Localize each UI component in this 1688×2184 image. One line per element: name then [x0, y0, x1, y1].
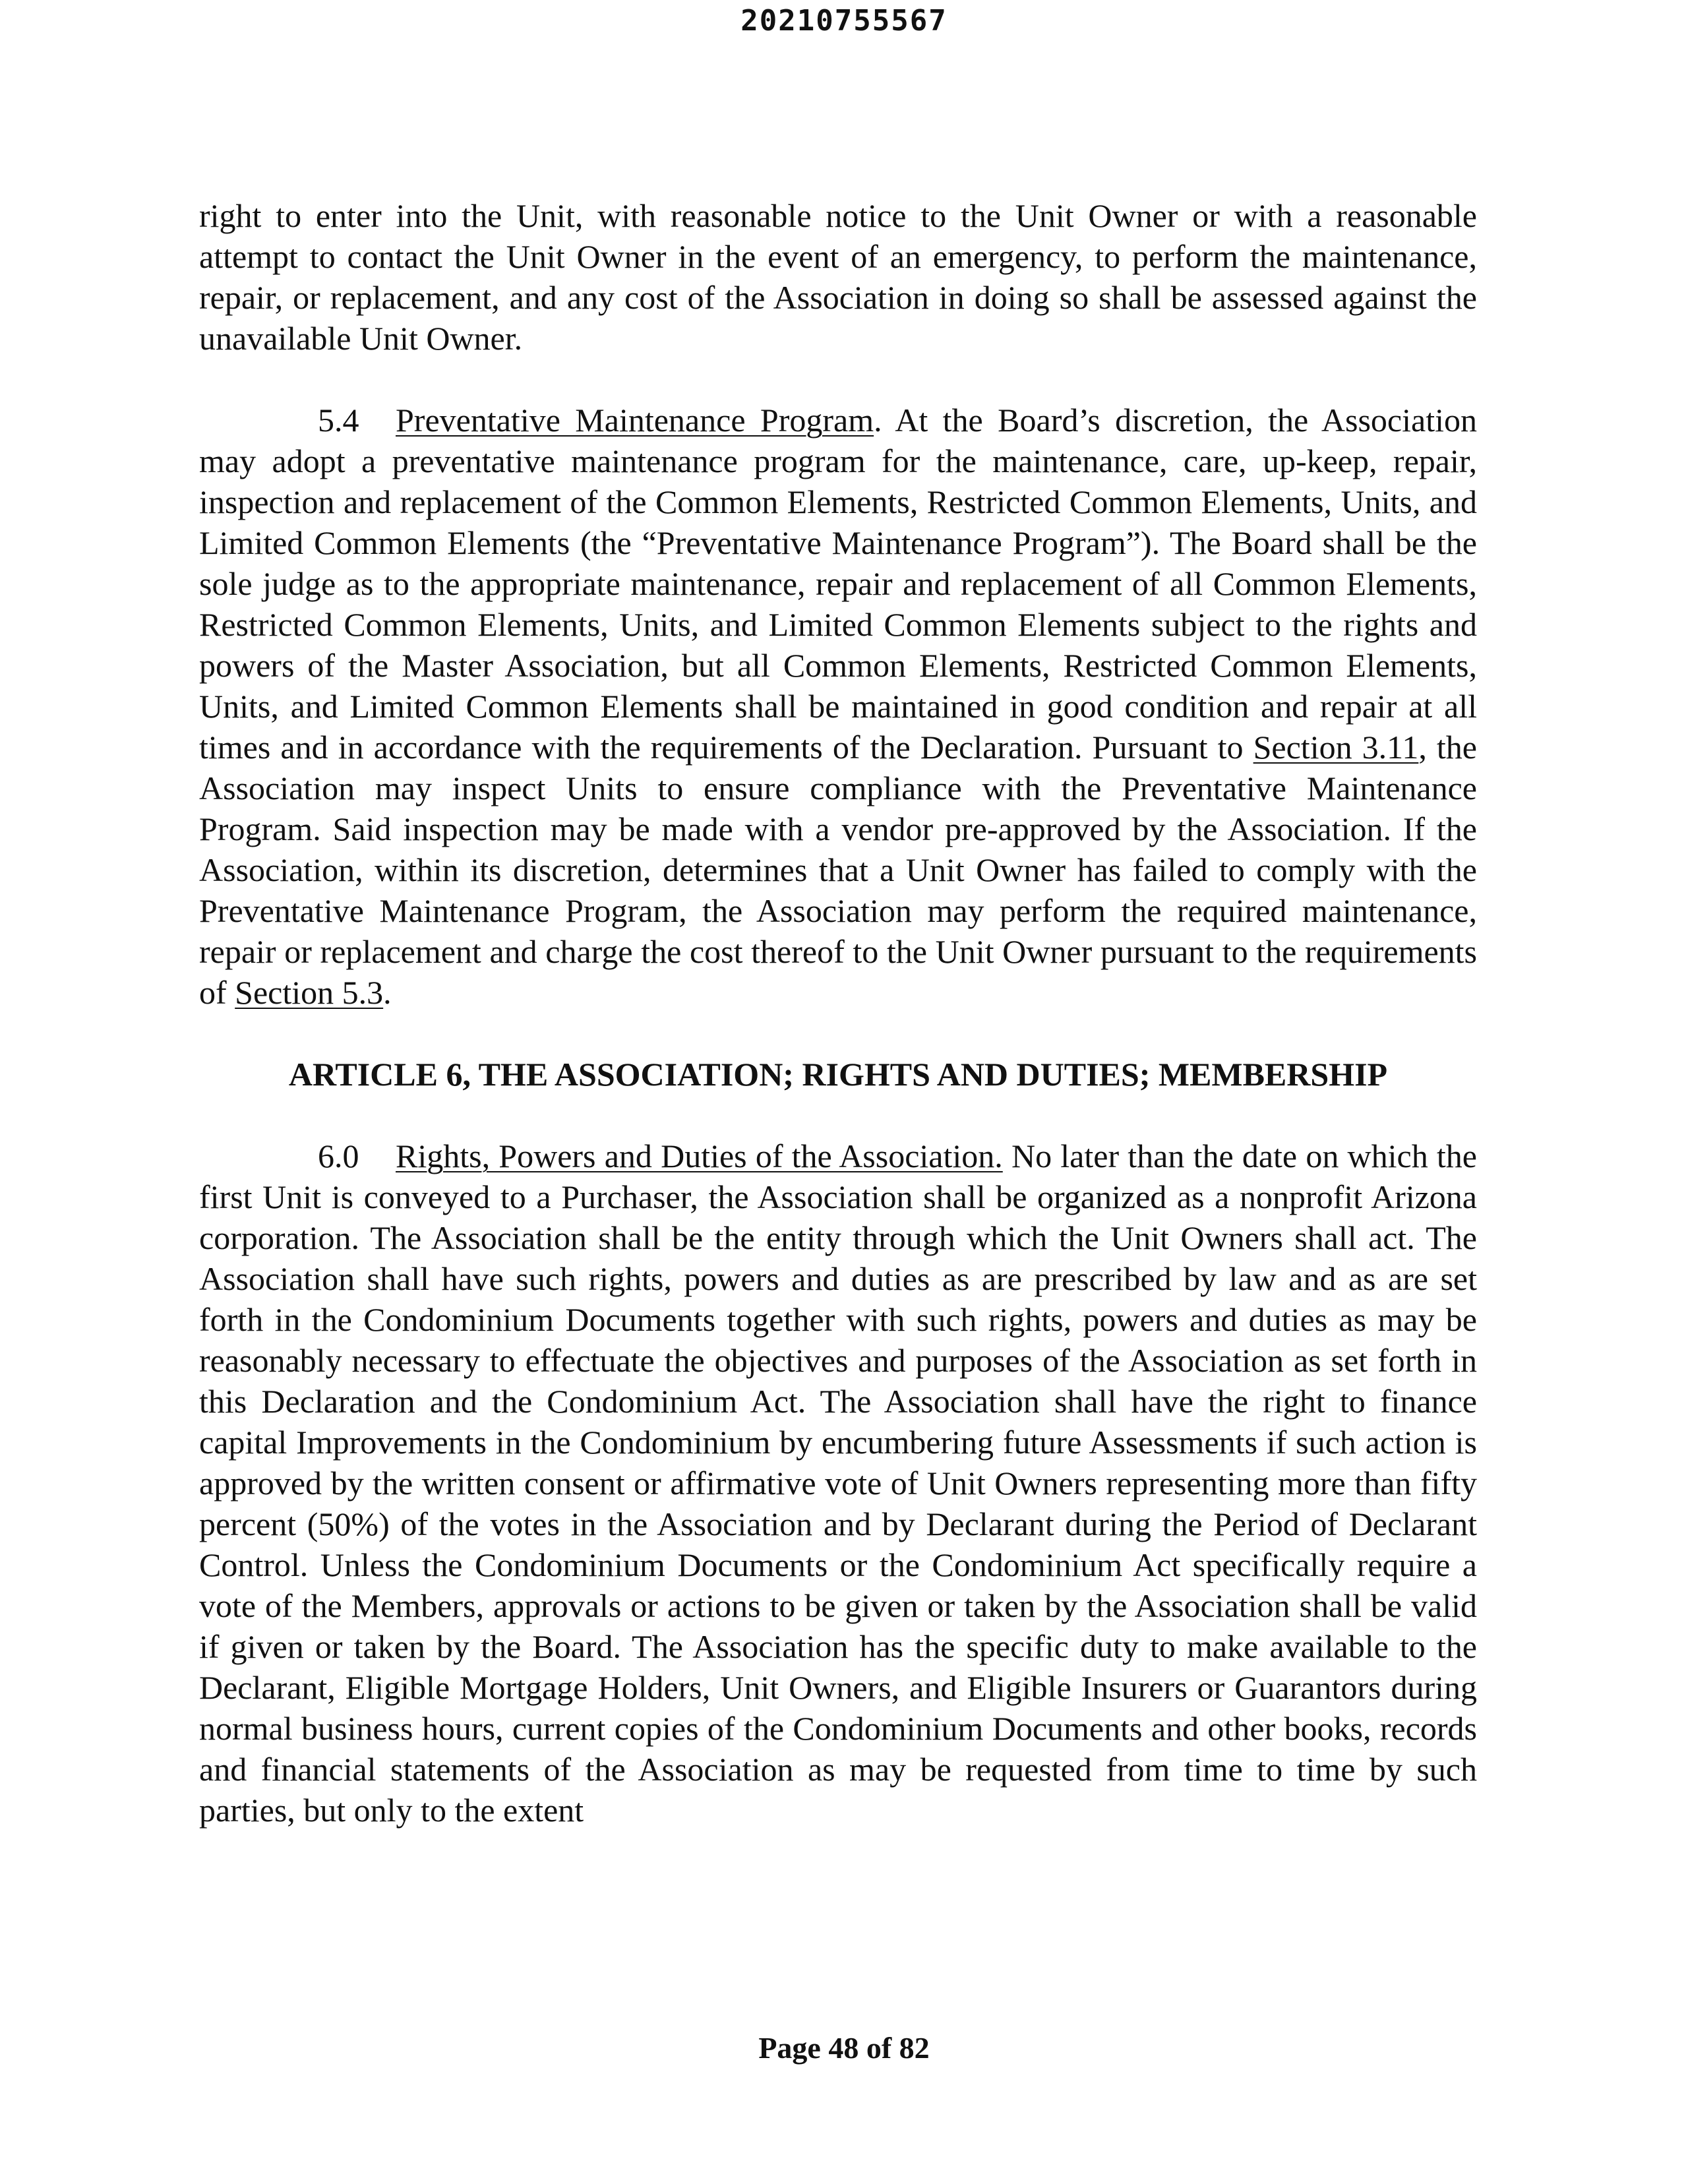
recording-number: 20210755567 — [740, 4, 948, 38]
section-3-11-reference: Section 3.11 — [1253, 729, 1419, 766]
document-body — [199, 195, 1477, 1831]
section-6-0-text: No later than the date on which the first Unit is conveyed to a Purchaser, the Association shall be organized as a nonprofit Arizona corporation. The Association shall be the entity through which the Unit Owners shall act. The Association shall have such rights, powers and duties as are prescribed by law and as are set forth in the Condominium Documents together with such rights, powers and duties as may be reasonably necessary to effectuate the objectives and purposes of the Association as set forth in this Declaration and the Condominium Act. The Association shall have the right to finance capital Improvements in the Condominium by encumbering future Assessments if such action is approved by the written consent or affirmative vote of Unit Owners representing more than fifty percent (50%) of the votes in the Association and by Declarant during the Period of Declarant Control. Unless the Condominium Documents or the Condominium Act specifically require a vote of the Members, approvals or actions to be given or taken by the Association shall be valid if given or taken by the Board. The Association has the specific duty to make available to the Declarant, Eligible Mortgage Holders, Unit Owners, and Eligible Insurers or Guarantors during normal business hours, current copies of the Condominium Documents and other books, records and financial statements of the Association as may be requested from time to time by such parties, but only to the extent — [199, 1138, 1477, 1829]
section-6-0-title: Rights, Powers and Duties of the Association. — [396, 1138, 1003, 1174]
section-5-4-title: Preventative Maintenance Program — [396, 402, 874, 439]
section-5-4-text-a: . At the Board’s discretion, the Association may adopt a preventative maintenance program for the maintenance, care, up-keep, repair, inspection and replacement of the Common Elements, Restricted Common Elements, Units, and Limited Common Elements (the “Preventative Maintenance Program”). The Board shall be the sole judge as to the appropriate maintenance, repair and replacement of all Common Elements, Restricted Common Elements, Units, and Limited Common Elements subject to the rights and powers of the Master Association, but all Common Elements, Restricted Common Elements, Units, and Limited Common Elements shall be maintained in good condition and repair at all times and in accordance with the requirements of the Declaration. Pursuant to — [199, 402, 1477, 766]
section-6-0-paragraph — [199, 1136, 1477, 1831]
section-5-4-paragraph — [199, 400, 1477, 1013]
section-5-3-reference: Section 5.3 — [235, 974, 384, 1011]
section-5-4-text-c: . — [383, 974, 392, 1011]
page-number: Page 48 of 82 — [758, 2031, 930, 2065]
section-5-4-text-b: , the Association may inspect Units to ensure compliance with the Preventative Maintenance Program. Said inspection may be made with a vendor pre-approved by the Association. If the Association, within its discretion, determines that a Unit Owner has failed to comply with the Preventative Maintenance Program, the Association may perform the required maintenance, repair or replacement and charge the cost thereof to the Unit Owner pursuant to the requirements of — [199, 729, 1478, 1011]
section-5-4-number: 5.4 — [318, 402, 359, 439]
continued-paragraph: right to enter into the Unit, with reasonable notice to the Unit Owner or with a reasonable attempt to contact the Unit Owner in the event of an emergency, to perform the maintenance, repair, or replacement, and any cost of the Association in doing so shall be assessed against the unavailable Unit Owner. — [199, 197, 1477, 357]
article-6-heading: ARTICLE 6, THE ASSOCIATION; RIGHTS AND DUTIES; MEMBERSHIP — [288, 1056, 1388, 1093]
section-6-0-number: 6.0 — [318, 1138, 359, 1174]
